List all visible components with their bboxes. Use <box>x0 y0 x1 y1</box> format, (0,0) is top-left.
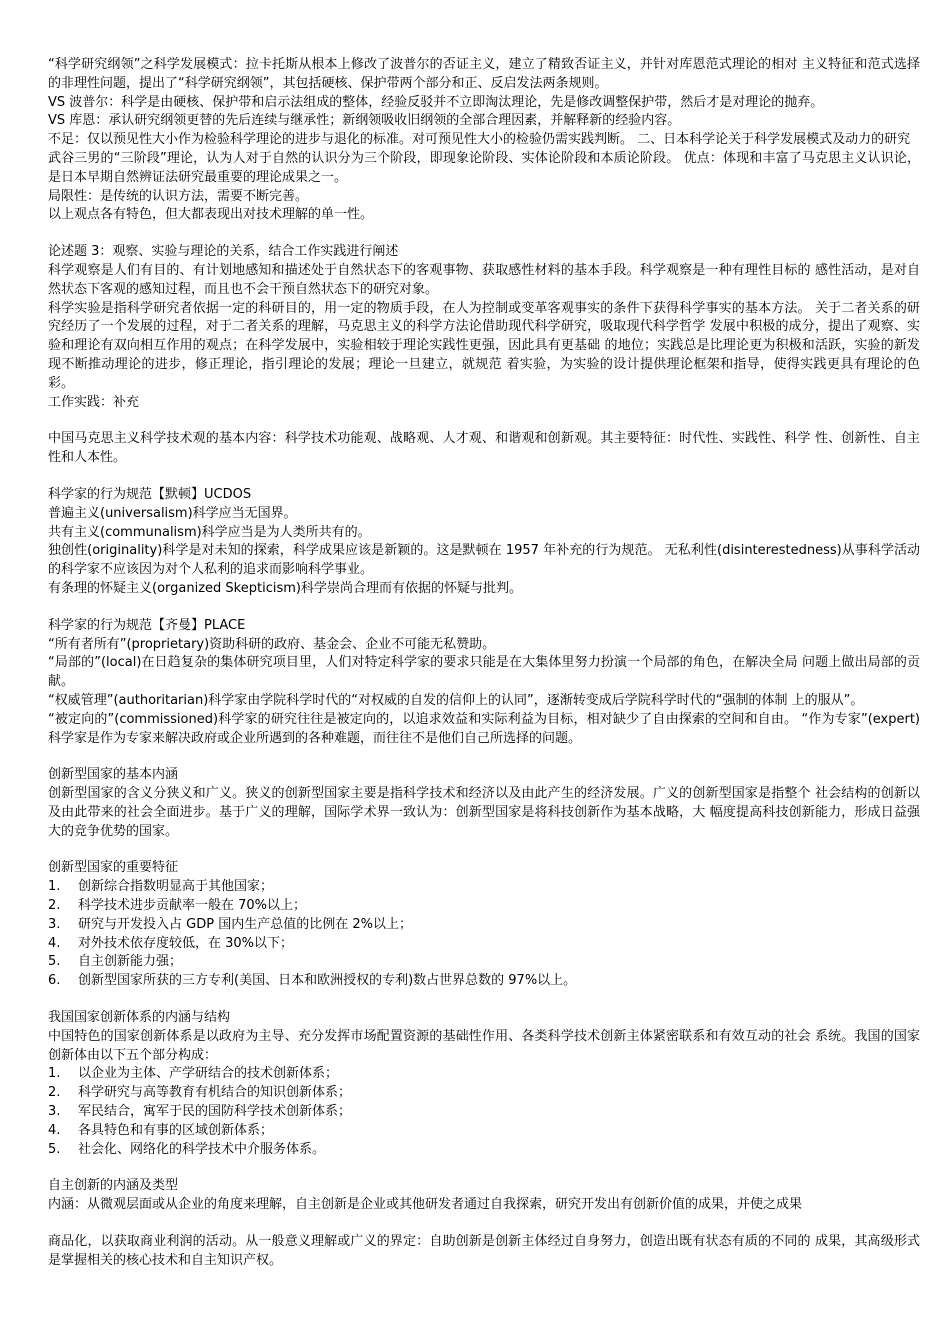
paragraph-summary: 以上观点各有特色，但大都表现出对技术理解的单一性。 <box>48 207 374 223</box>
heading-innovative-country: 创新型国家的基本内涵 <box>48 767 179 783</box>
list-item: 6. 创新型国家所获的三方专利(美国、日本和欧洲授权的专利)数占世界总数的 97%以上。 <box>48 973 577 989</box>
paragraph-commercialization: 商品化，以获取商业利润的活动。从一般意义理解或广义的界定：自助创新是创新主体经过自身努力，创造出既有状态有质的不同的 成果，其高级形式是掌握相关的核心技术和自主知识产权。 <box>48 1234 920 1268</box>
list-item: 3. 军民结合，寓军于民的国防科学技术创新体系； <box>48 1104 352 1120</box>
list-item: 2. 科学技术进步贡献率一般在 70%以上； <box>48 898 307 914</box>
norm-commissioned: “被定向的”(commissioned)科学家的研究往往是被定向的，以追求效益和实际利益为目标，相对缺少了自由探索的空间和自由。 “作为专家”(expert)科学家是作为专家来解决政府或企业所遇到的各种难题，而往往不是他们自己所选择的问题。 <box>48 711 920 746</box>
list-item: 1. 以企业为主体、产学研结合的技术创新体系； <box>48 1066 339 1082</box>
heading-ziman-norms: 科学家的行为规范【齐曼】PLACE <box>48 617 246 633</box>
paragraph-work-practice: 工作实践：补充 <box>48 394 140 410</box>
paragraph-limitation: 局限性：是传统的认识方法，需要不断完善。 <box>48 188 309 204</box>
list-item: 4. 对外技术依存度较低，在 30%以下； <box>48 935 294 951</box>
paragraph-innovative-country: 创新型国家的含义分狭义和广义。狭义的创新型国家主要是指科学技术和经济以及由此产生的经济发展。广义的创新型国家是指整个 社会结构的创新以及由此带来的社会全面进步。基于广义的理解，国际学术界一致认为：创新型国家是将科技创新作为基本战略，大 幅度提高科技创新能力，形成日益强大的竞争优势的国家。 <box>48 786 920 839</box>
paragraph-research-programme: “科学研究纲领”之科学发展模式：拉卡托斯从根本上修改了波普尔的否证主义，建立了精致否证主义，并针对库恩范式理论的相对 主义特征和范式选择的非理性问题，提出了“科学研究纲领”，其包括硬核、保护带两个部分和正、反启发法两条规则。 <box>48 57 920 91</box>
paragraph-connotation: 内涵：从微观层面或从企业的角度来理解，自主创新是企业或其他研发者通过自我探索，研究开发出有创新价值的成果，并使之成果 <box>48 1197 803 1213</box>
system-list <box>48 1065 920 1159</box>
norm-originality: 独创性(originality)科学是对未知的探索，科学成果应该是新颖的。这是默顿在 1957 年补充的行为规范。 无私利性(disinterestedness)从事科学活动的科学家不应该因为对个人私利的追求而影响科学事业。 <box>48 543 920 578</box>
heading-independent-innovation: 自主创新的内涵及类型 <box>48 1178 179 1194</box>
features-list <box>48 878 920 991</box>
heading-features: 创新型国家的重要特征 <box>48 860 179 876</box>
norm-local: “局部的”(local)在日趋复杂的集体研究项目里，人们对特定科学家的要求只能是在大集体里努力扮演一个局部的角色，在解决全局 问题上做出局部的贡献。 <box>48 655 920 690</box>
list-item: 2. 科学研究与高等教育有机结合的知识创新体系； <box>48 1085 352 1101</box>
paragraph-vs-kuhn: VS 库恩：承认研究纲领更替的先后连续与继承性；新纲领吸收旧纲领的全部合理因素，并解释新的经验内容。 <box>48 113 681 129</box>
document-page <box>48 56 920 1271</box>
paragraph-marxist-view: 中国马克思主义科学技术观的基本内容：科学技术功能观、战略观、人才观、和谐观和创新观。其主要特征：时代性、实践性、科学 性、创新性、自主性和人本性。 <box>48 431 920 466</box>
paragraph-innovation-system: 中国特色的国家创新体系是以政府为主导、充分发挥市场配置资源的基础性作用、各类科学技术创新主体紧密联系和有效互动的社会 系统。我国的国家创新体由以下五个部分构成： <box>48 1028 920 1063</box>
paragraph-taketani: 武谷三男的“三阶段”理论，认为人对于自然的认识分为三个阶段，即现象论阶段、实体论阶段和本质论阶段。 优点：体现和丰富了马克思主义认识论，是日本早期自然辨证法研究最重要的理论成果之一。 <box>48 150 920 185</box>
list-item: 5. 自主创新能力强； <box>48 954 183 970</box>
list-item: 4. 各具特色和有事的区域创新体系； <box>48 1122 274 1138</box>
heading-merton-norms: 科学家的行为规范【默顿】UCDOS <box>48 486 252 502</box>
norm-universalism: 普遍主义(universalism)科学应当无国界。 <box>48 505 297 521</box>
paragraph-vs-popper: VS 波普尔：科学是由硬核、保护带和启示法组成的整体，经验反驳并不立即淘汰理论，先是修改调整保护带，然后才是对理论的抛弃。 <box>48 94 824 110</box>
paragraph-observation: 科学观察是人们有目的、有计划地感知和描述处于自然状态下的客观事物、获取感性材料的基本手段。科学观察是一种有理性目标的 感性活动，是对自然状态下客观的感知过程，而且也不会干预自然状态下的研究对象。 <box>48 262 920 297</box>
heading-essay-3: 论述题 3：观察、实验与理论的关系，结合工作实践进行阐述 <box>48 244 399 260</box>
list-item: 3. 研究与开发投入占 GDP 国内生产总值的比例在 2%以上； <box>48 916 412 932</box>
norm-communalism: 共有主义(communalism)科学应当是为人类所共有的。 <box>48 524 371 540</box>
heading-innovation-system: 我国国家创新体系的内涵与结构 <box>48 1010 231 1026</box>
list-item: 5. 社会化、网络化的科学技术中介服务体系。 <box>48 1141 326 1157</box>
paragraph-experiment: 科学实验是指科学研究者依据一定的科研目的，用一定的物质手段，在人为控制或变革客观事实的条件下获得科学事实的基本方法。 关于二者关系的研究经历了一个发展的过程，对于二者关系的理解，马克思主义的科学方法论借助现代科学研究，吸取现代科学哲学 发展中积极的成分，提出了观察、实验和理论有双向相互作用的观点；在科学发展中，实验相较于理论实践性更强，因此具有更基础 的地位；实践总是比理论更为积极和活跃，实验的新发现不断推动理论的进步，修正理论，指引理论的发展；理论一旦建立，就规范 着实验，为实验的设计提供理论框架和指导，使得实践更具有理论的色彩。 <box>48 300 920 391</box>
norm-authoritarian: “权威管理”(authoritarian)科学家由学院科学时代的“对权威的自发的信仰上的认同”，逐渐转变成后学院科学时代的“强制的体制 上的服从”。 <box>48 692 864 708</box>
norm-organized-skepticism: 有条理的怀疑主义(organized Skepticism)科学崇尚合理而有依据的怀疑与批判。 <box>48 580 522 596</box>
paragraph-shortcoming: 不足：仅以预见性大小作为检验科学理论的进步与退化的标准。对可预见性大小的检验仍需实践判断。 二、日本科学论关于科学发展模式及动力的研究 <box>48 132 911 148</box>
list-item: 1. 创新综合指数明显高于其他国家； <box>48 879 274 895</box>
norm-proprietary: “所有者所有”(proprietary)资助科研的政府、基金会、企业不可能无私赞助。 <box>48 636 496 652</box>
